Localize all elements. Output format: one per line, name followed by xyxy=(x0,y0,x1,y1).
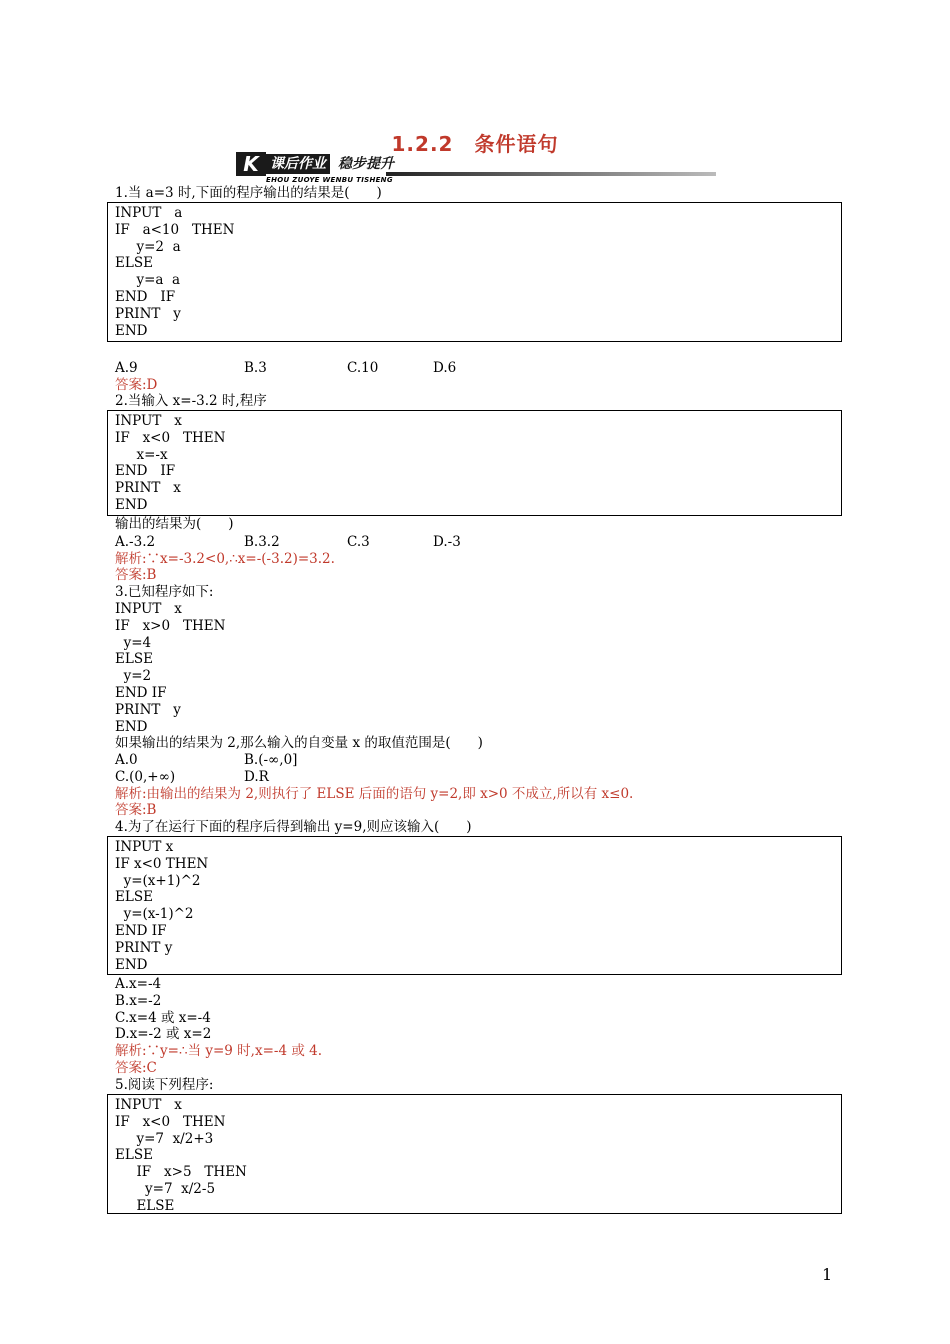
q5-stem: 5.阅读下列程序: xyxy=(115,1077,214,1093)
q2-option-b: B.3.2 xyxy=(244,534,280,550)
q3-code: INPUT x IF x>0 THEN y=4 ELSE y=2 END IF PRINT y END xyxy=(115,601,226,735)
q1-option-a: A.9 xyxy=(115,360,138,376)
page-number: 1 xyxy=(822,1265,833,1284)
q2-code-box xyxy=(107,410,842,516)
q1-stem: 1.当 a=3 时,下面的程序输出的结果是( ) xyxy=(115,185,382,201)
q3-stem: 3.已知程序如下: xyxy=(115,584,214,600)
q2-code: INPUT x IF x<0 THEN x=-x END IF PRINT x END xyxy=(115,413,226,513)
banner-pinyin: EHOU ZUOYE WENBU TISHENG xyxy=(266,176,393,184)
q1-code-box xyxy=(107,202,842,342)
banner-subtitle: 稳步提升 xyxy=(338,156,394,172)
q1-answer: 答案:D xyxy=(115,377,158,393)
q4-option-b: B.x=-2 xyxy=(115,993,162,1009)
q2-stem: 2.当输入 x=-3.2 时,程序 xyxy=(115,393,267,409)
q4-option-c: C.x=4 或 x=-4 xyxy=(115,1010,211,1026)
q4-answer: 答案:C xyxy=(115,1060,157,1076)
q4-stem: 4.为了在运行下面的程序后得到输出 y=9,则应该输入( ) xyxy=(115,819,472,835)
q2-after: 输出的结果为( ) xyxy=(115,516,234,532)
q3-question: 如果输出的结果为 2,那么输入的自变量 x 的取值范围是( ) xyxy=(115,735,483,751)
q2-answer: 答案:B xyxy=(115,567,157,583)
q1-option-d: D.6 xyxy=(433,360,457,376)
q2-option-a: A.-3.2 xyxy=(115,534,156,550)
q3-option-d: D.R xyxy=(244,769,269,785)
q4-option-a: A.x=-4 xyxy=(115,976,162,992)
q4-code-box xyxy=(107,836,842,975)
q2-analysis: 解析:∵x=-3.2<0,∴x=-(-3.2)=3.2. xyxy=(115,551,335,567)
q5-code: INPUT x IF x<0 THEN y=7 x/2+3 ELSE IF x>5 THEN y=7 x/2-5 ELSE xyxy=(115,1097,247,1214)
section-banner xyxy=(236,152,716,184)
banner-divider xyxy=(386,172,716,176)
q3-option-a: A.0 xyxy=(115,752,138,768)
q2-option-d: D.-3 xyxy=(433,534,461,550)
q4-option-d: D.x=-2 或 x=2 xyxy=(115,1026,212,1042)
q5-code-box xyxy=(107,1094,842,1214)
q3-option-b: B.(-∞,0] xyxy=(244,752,298,768)
q3-answer: 答案:B xyxy=(115,802,157,818)
q1-option-b: B.3 xyxy=(244,360,267,376)
q4-code: INPUT x IF x<0 THEN y=(x+1)^2 ELSE y=(x-1)^2 END IF PRINT y END xyxy=(115,839,209,973)
q2-option-c: C.3 xyxy=(347,534,370,550)
banner-title: 课后作业 xyxy=(266,154,330,174)
q3-analysis: 解析:由输出的结果为 2,则执行了 ELSE 后面的语句 y=2,即 x>0 不成立,所以有 x≤0. xyxy=(115,786,634,802)
q1-option-c: C.10 xyxy=(347,360,379,376)
page-title: 1.2.2 条件语句 xyxy=(391,132,559,156)
banner-k-logo: K xyxy=(236,152,266,176)
q1-code: INPUT a IF a<10 THEN y=2 a ELSE y=a a END IF PRINT y END xyxy=(115,205,235,339)
q4-analysis: 解析:∵y=∴当 y=9 时,x=-4 或 4. xyxy=(115,1043,323,1059)
q3-option-c: C.(0,+∞) xyxy=(115,769,176,785)
